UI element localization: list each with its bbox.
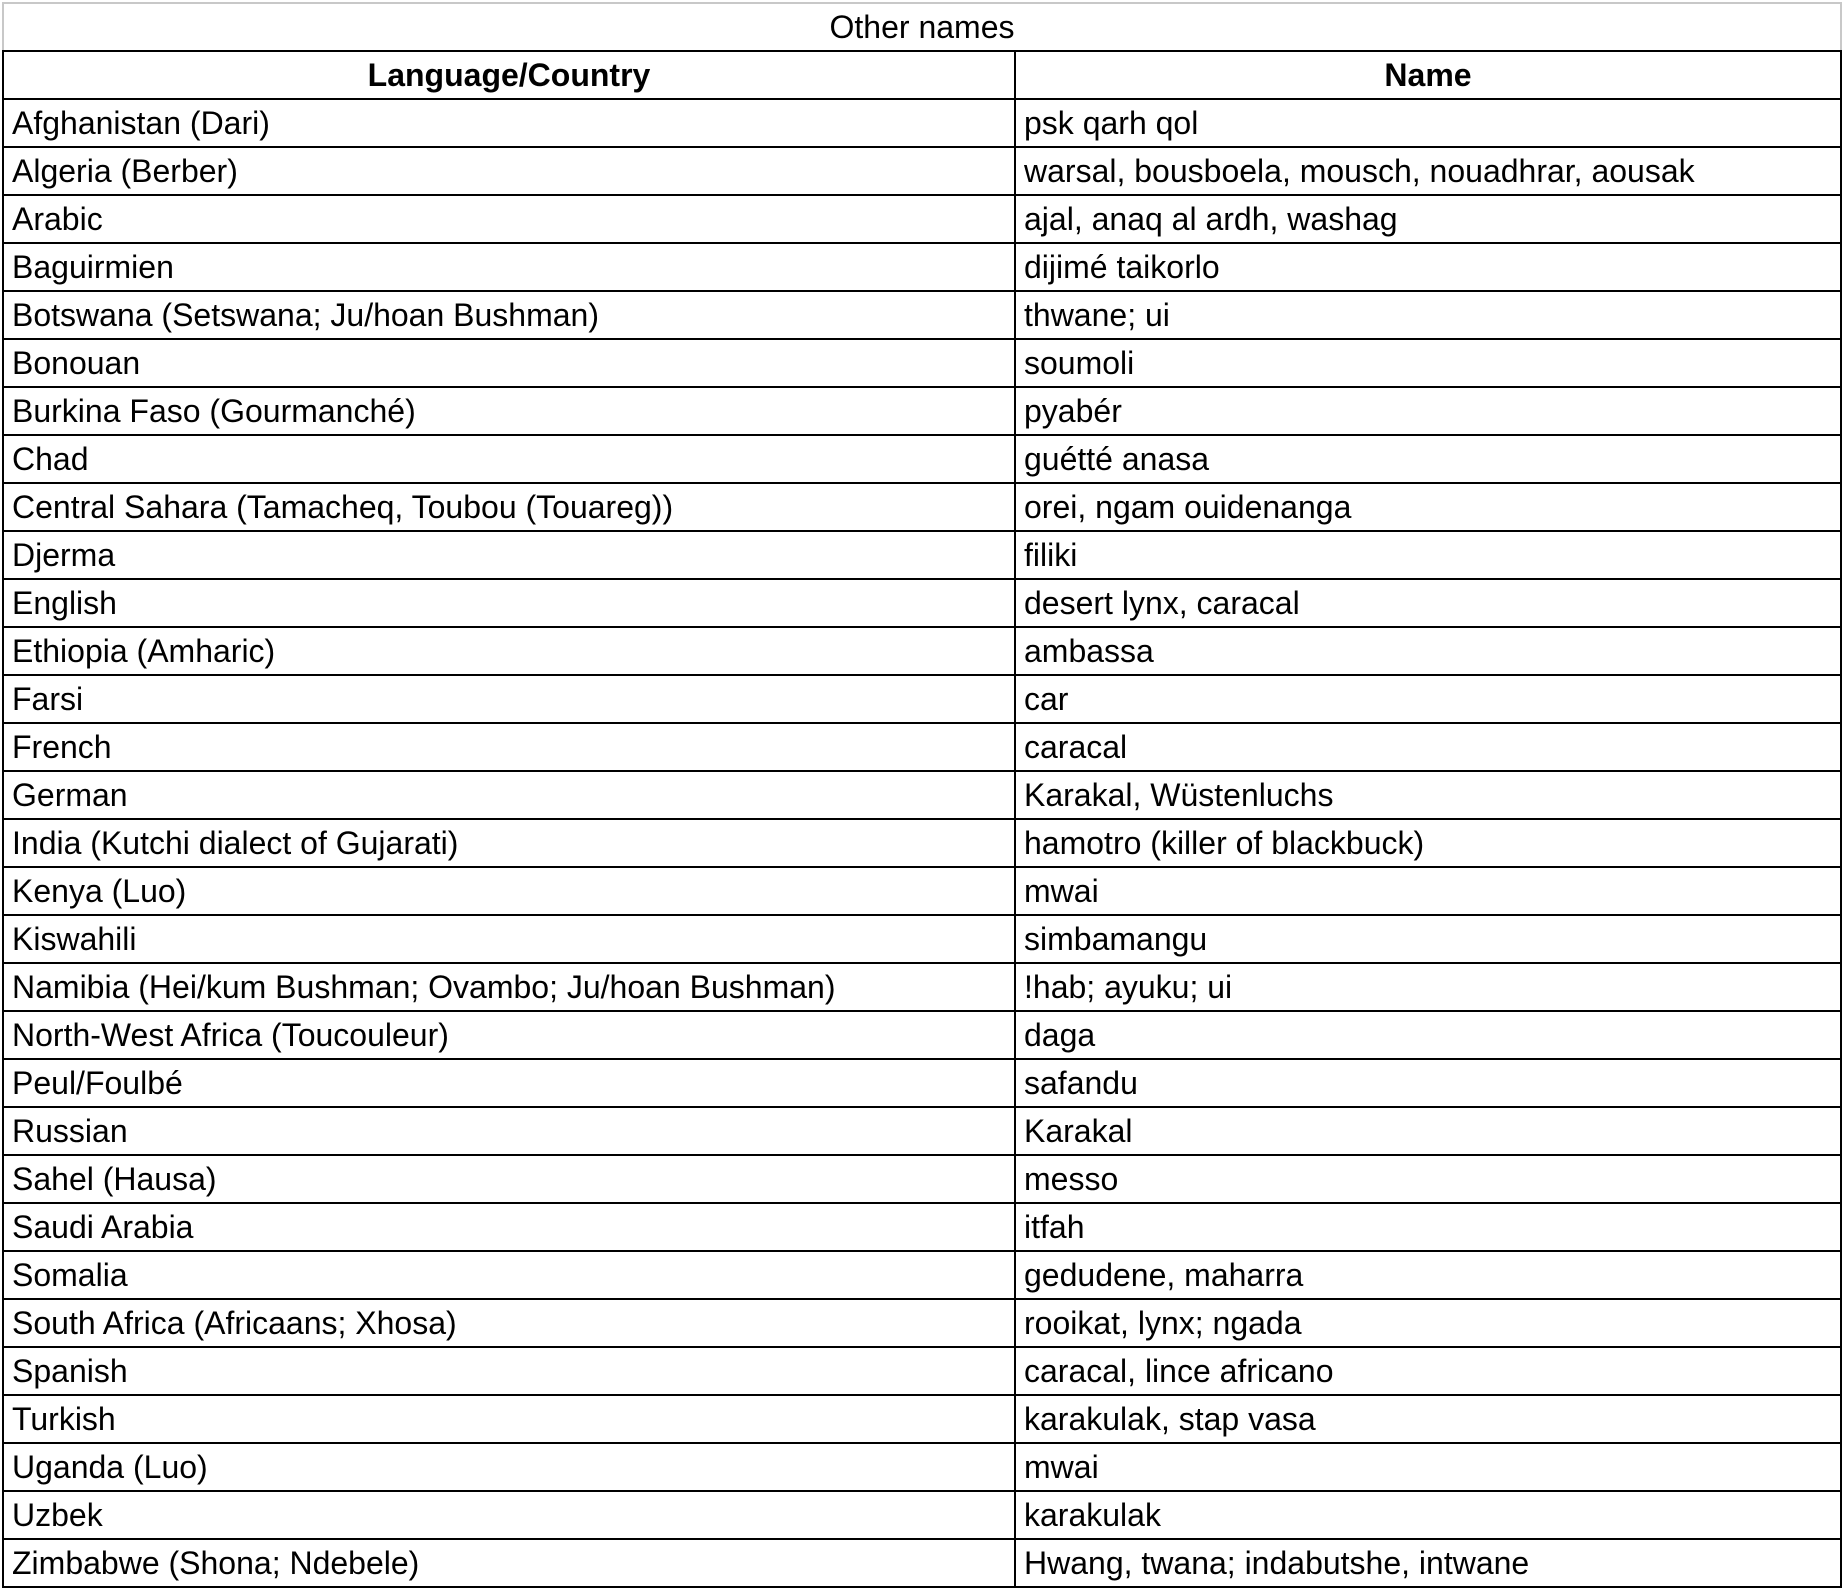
table-row [3,291,1841,339]
language-country-cell: Afghanistan (Dari) [3,99,1015,147]
language-country-cell: North-West Africa (Toucouleur) [3,1011,1015,1059]
language-country-cell: French [3,723,1015,771]
table-row [3,963,1841,1011]
table-row [3,1491,1841,1539]
name-cell: ambassa [1015,627,1841,675]
name-cell: ajal, anaq al ardh, washag [1015,195,1841,243]
language-country-cell: English [3,579,1015,627]
table-row [3,243,1841,291]
table-row [3,147,1841,195]
table-row [3,1251,1841,1299]
table-row [3,1395,1841,1443]
language-country-cell: Botswana (Setswana; Ju/hoan Bushman) [3,291,1015,339]
name-cell: karakulak, stap vasa [1015,1395,1841,1443]
language-country-cell: Arabic [3,195,1015,243]
column-header-language-country: Language/Country [3,51,1015,99]
column-header-name: Name [1015,51,1841,99]
name-cell: gedudene, maharra [1015,1251,1841,1299]
other-names-table [2,2,1842,1588]
table-row [3,435,1841,483]
language-country-cell: Farsi [3,675,1015,723]
language-country-cell: Saudi Arabia [3,1203,1015,1251]
name-cell: warsal, bousboela, mousch, nouadhrar, aousak [1015,147,1841,195]
name-cell: Karakal, Wüstenluchs [1015,771,1841,819]
language-country-cell: Djerma [3,531,1015,579]
name-cell: desert lynx, caracal [1015,579,1841,627]
table-row [3,675,1841,723]
name-cell: caracal, lince africano [1015,1347,1841,1395]
table-row [3,1059,1841,1107]
table-row [3,483,1841,531]
language-country-cell: Kenya (Luo) [3,867,1015,915]
table-row [3,771,1841,819]
title-row [3,3,1841,51]
name-cell: messo [1015,1155,1841,1203]
name-cell: safandu [1015,1059,1841,1107]
name-cell: Hwang, twana; indabutshe, intwane [1015,1539,1841,1587]
name-cell: pyabér [1015,387,1841,435]
language-country-cell: Uzbek [3,1491,1015,1539]
name-cell: dijimé taikorlo [1015,243,1841,291]
language-country-cell: Namibia (Hei/kum Bushman; Ovambo; Ju/hoan Bushman) [3,963,1015,1011]
table-row [3,1443,1841,1491]
language-country-cell: Chad [3,435,1015,483]
table-row [3,99,1841,147]
name-cell: rooikat, lynx; ngada [1015,1299,1841,1347]
language-country-cell: Bonouan [3,339,1015,387]
name-cell: car [1015,675,1841,723]
table-row [3,627,1841,675]
table-row [3,723,1841,771]
language-country-cell: Baguirmien [3,243,1015,291]
table-row [3,1107,1841,1155]
language-country-cell: India (Kutchi dialect of Gujarati) [3,819,1015,867]
name-cell: mwai [1015,867,1841,915]
table-row [3,819,1841,867]
language-country-cell: Sahel (Hausa) [3,1155,1015,1203]
name-cell: karakulak [1015,1491,1841,1539]
table-row [3,1011,1841,1059]
language-country-cell: Algeria (Berber) [3,147,1015,195]
name-cell: mwai [1015,1443,1841,1491]
name-cell: caracal [1015,723,1841,771]
name-cell: daga [1015,1011,1841,1059]
table-row [3,1155,1841,1203]
table-row [3,195,1841,243]
language-country-cell: Turkish [3,1395,1015,1443]
language-country-cell: Ethiopia (Amharic) [3,627,1015,675]
name-cell: guétté anasa [1015,435,1841,483]
name-cell: thwane; ui [1015,291,1841,339]
table-row [3,579,1841,627]
language-country-cell: Somalia [3,1251,1015,1299]
language-country-cell: Uganda (Luo) [3,1443,1015,1491]
name-cell: Karakal [1015,1107,1841,1155]
name-cell: itfah [1015,1203,1841,1251]
name-cell: psk qarh qol [1015,99,1841,147]
name-cell: simbamangu [1015,915,1841,963]
language-country-cell: Russian [3,1107,1015,1155]
table-title: Other names [3,3,1841,51]
name-cell: filiki [1015,531,1841,579]
language-country-cell: Burkina Faso (Gourmanché) [3,387,1015,435]
table-row [3,1347,1841,1395]
language-country-cell: South Africa (Africaans; Xhosa) [3,1299,1015,1347]
table-row [3,339,1841,387]
language-country-cell: Kiswahili [3,915,1015,963]
table-row [3,387,1841,435]
table-row [3,531,1841,579]
name-cell: orei, ngam ouidenanga [1015,483,1841,531]
table-row [3,1299,1841,1347]
table-body [3,99,1841,1587]
language-country-cell: Peul/Foulbé [3,1059,1015,1107]
table-row [3,1539,1841,1587]
language-country-cell: German [3,771,1015,819]
language-country-cell: Spanish [3,1347,1015,1395]
name-cell: hamotro (killer of blackbuck) [1015,819,1841,867]
name-cell: soumoli [1015,339,1841,387]
table-row [3,915,1841,963]
language-country-cell: Zimbabwe (Shona; Ndebele) [3,1539,1015,1587]
table-row [3,867,1841,915]
name-cell: !hab; ayuku; ui [1015,963,1841,1011]
language-country-cell: Central Sahara (Tamacheq, Toubou (Touareg)) [3,483,1015,531]
header-row [3,51,1841,99]
table-row [3,1203,1841,1251]
